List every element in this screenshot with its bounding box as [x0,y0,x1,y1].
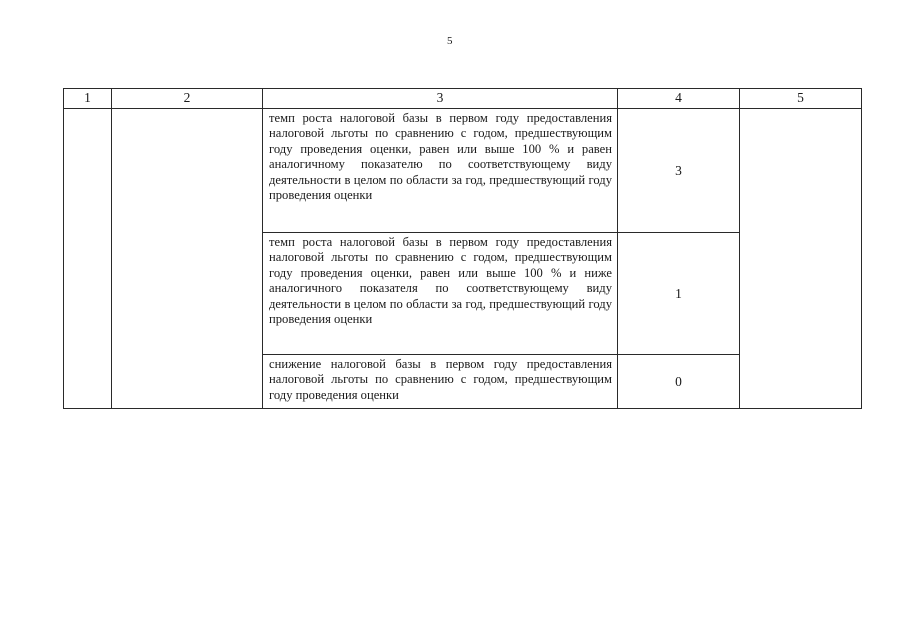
table-row [64,109,862,233]
header-cell-3: 3 [263,89,618,109]
header-cell-5: 5 [740,89,862,109]
header-cell-2: 2 [112,89,263,109]
score-value: 1 [618,233,740,355]
score-value: 3 [618,109,740,233]
column-5-cell [740,109,862,409]
criterion-text: темп роста налоговой базы в первом году предоставления налоговой льготы по сравнению с годом, предшествующим году проведения оценки, равен или выше 100 % и равен аналогичному показателю по соответствующему виду деятельности в целом по области за год, предшествующий году проведения оценки [263,109,618,233]
criteria-table [63,88,862,409]
column-1-cell [64,109,112,409]
criterion-text: темп роста налоговой базы в первом году предоставления налоговой льготы по сравнению с годом, предшествующим году проведения оценки, равен или выше 100 % и ниже аналогичного показателя по соответствующему виду деятельности в целом по области за год, предшествующий году проведения оценки [263,233,618,355]
header-row [64,89,862,109]
score-value: 0 [618,355,740,409]
page-number: 5 [447,35,453,47]
header-cell-4: 4 [618,89,740,109]
criterion-text: снижение налоговой базы в первом году предоставления налоговой льготы по сравнению с годом, предшествующим году проведения оценки [263,355,618,409]
column-2-cell [112,109,263,409]
header-cell-1: 1 [64,89,112,109]
